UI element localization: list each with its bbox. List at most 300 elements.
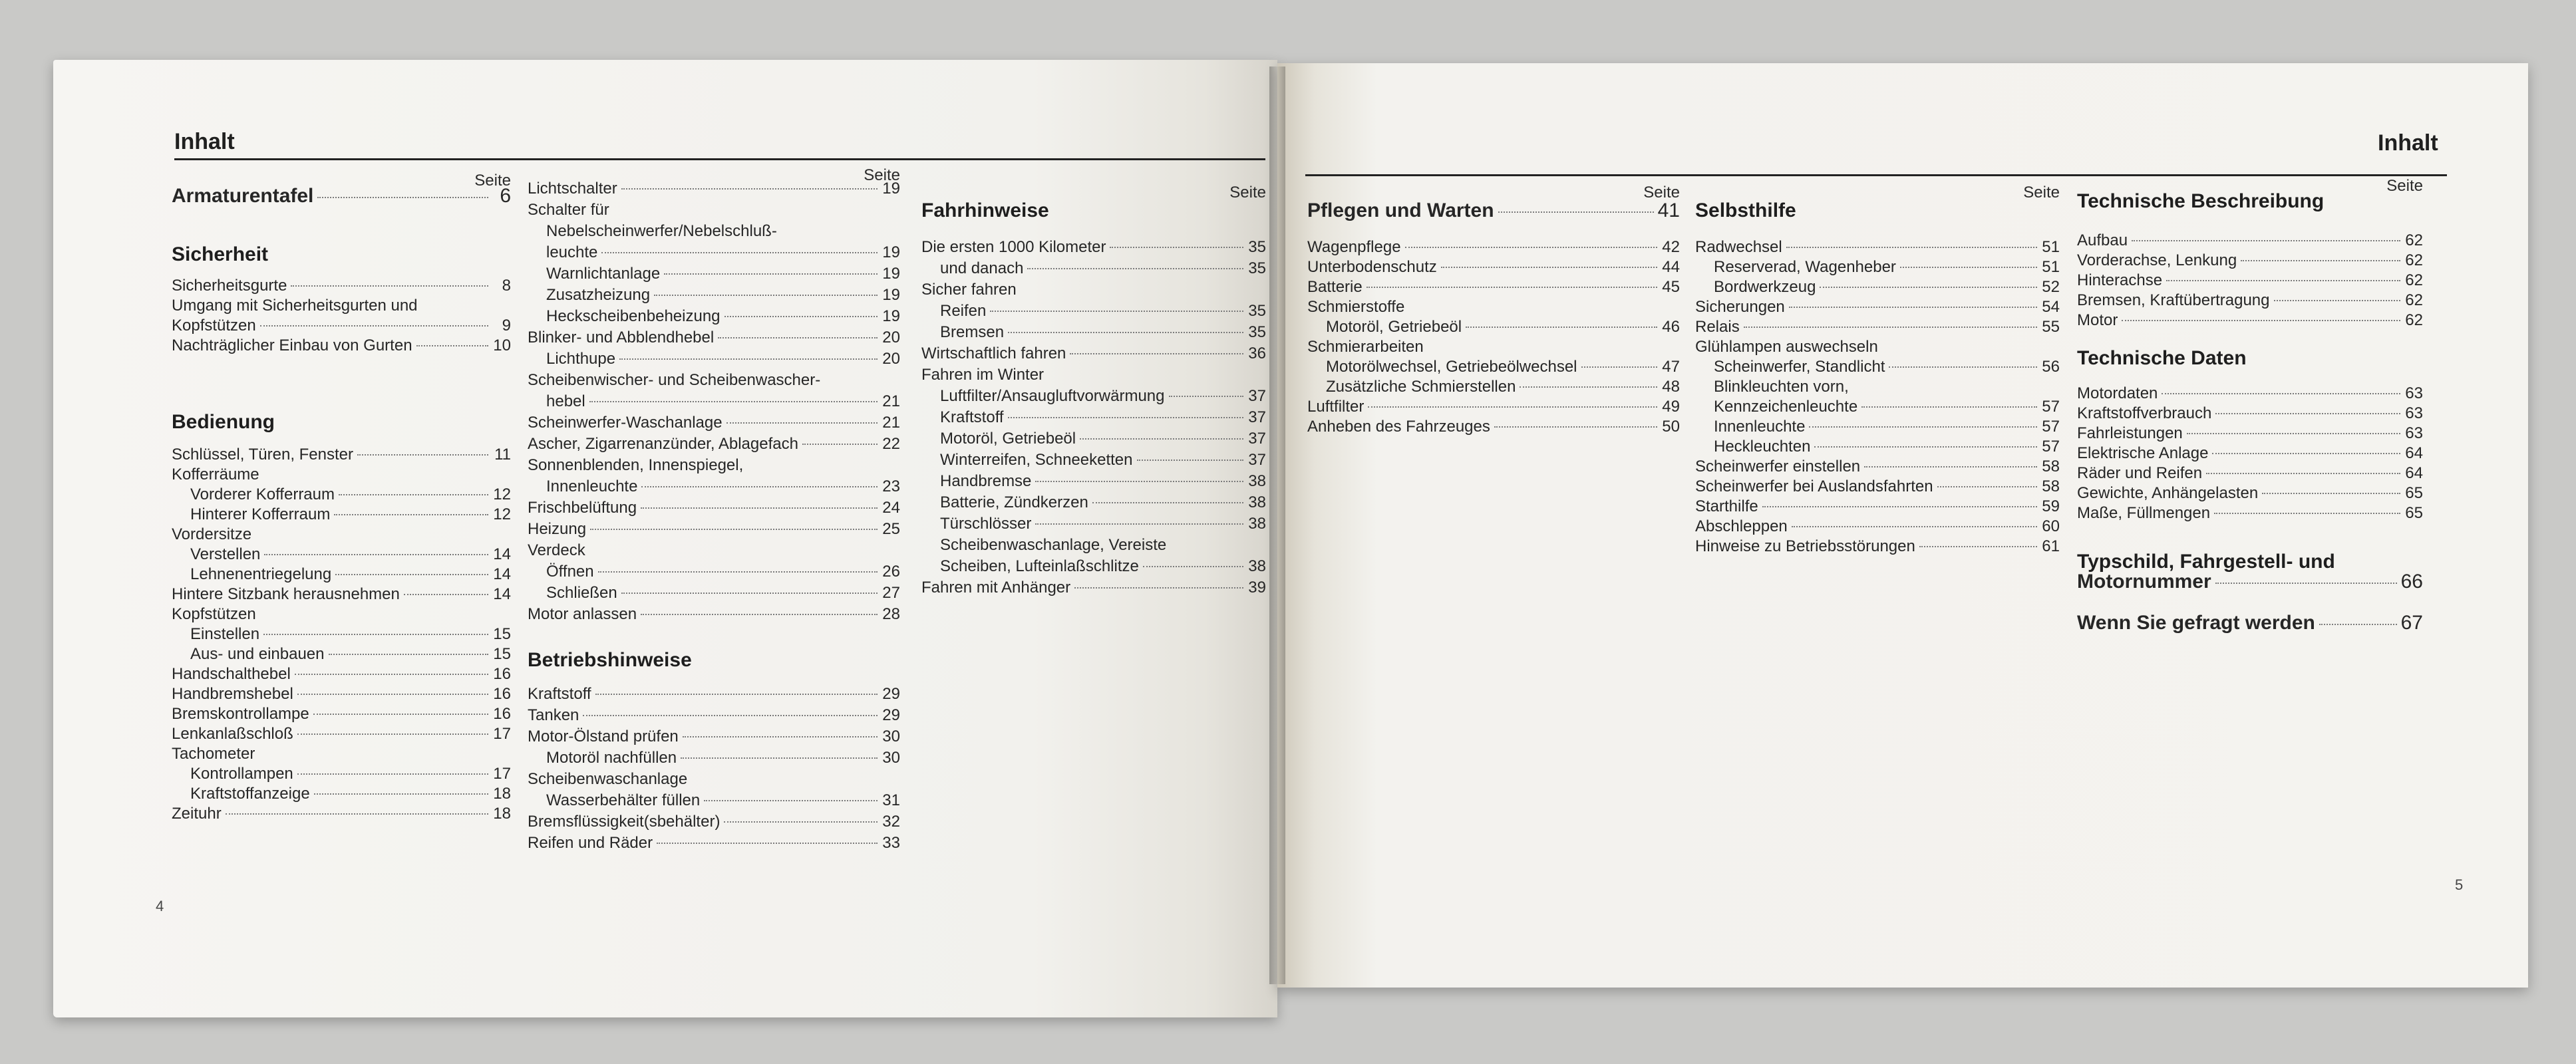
toc-entry bbox=[528, 243, 900, 262]
toc-page-number: 35 bbox=[1248, 259, 1266, 277]
toc-entry bbox=[1307, 418, 1680, 436]
right-page-number: 5 bbox=[2455, 876, 2464, 893]
toc-entry bbox=[1307, 258, 1680, 277]
dot-leader bbox=[2262, 493, 2400, 494]
toc-page-number: 30 bbox=[882, 728, 900, 745]
toc-entry bbox=[172, 485, 511, 504]
toc-page-number: 18 bbox=[493, 805, 511, 823]
toc-entry-title: Unterbodenschutz bbox=[1307, 258, 1437, 276]
toc-page-number: 19 bbox=[882, 243, 900, 261]
toc-page-number: 52 bbox=[2042, 278, 2060, 296]
toc-page-number: 51 bbox=[2042, 258, 2060, 276]
left-toc-column-2 bbox=[528, 166, 900, 898]
toc-entry-title: Zusatzheizung bbox=[546, 286, 651, 304]
toc-entry bbox=[528, 456, 900, 475]
toc-entry bbox=[2077, 424, 2423, 443]
toc-entry bbox=[528, 222, 900, 241]
toc-page-number: 11 bbox=[494, 446, 511, 464]
dot-leader bbox=[297, 733, 488, 735]
toc-entry bbox=[172, 525, 511, 544]
toc-page-number: 35 bbox=[1248, 323, 1266, 341]
toc-entry-title: Fahren im Winter bbox=[921, 366, 1045, 384]
toc-entry bbox=[172, 565, 511, 584]
toc-entry-title: Handschalthebel bbox=[172, 665, 291, 683]
toc-page-number: 14 bbox=[493, 565, 511, 583]
toc-entry-title: Die ersten 1000 Kilometer bbox=[921, 238, 1106, 256]
dot-leader bbox=[1008, 332, 1243, 333]
toc-page-number: 18 bbox=[493, 785, 511, 803]
toc-entry bbox=[1695, 458, 2060, 476]
toc-page-number: 63 bbox=[2405, 404, 2423, 422]
toc-entry-title: Handbremshebel bbox=[172, 685, 293, 703]
toc-entry bbox=[921, 430, 1266, 448]
toc-entry-title: Warnlichtanlage bbox=[546, 265, 661, 283]
toc-page-number: 37 bbox=[1248, 451, 1266, 469]
dot-leader bbox=[2206, 473, 2400, 474]
toc-entry bbox=[528, 770, 900, 789]
toc-page-number: 54 bbox=[2042, 298, 2060, 316]
toc-page-number: 51 bbox=[2042, 238, 2060, 256]
toc-page-number: 12 bbox=[493, 485, 511, 503]
dot-leader bbox=[1814, 446, 2037, 448]
toc-page-number: 58 bbox=[2042, 477, 2060, 495]
toc-entry-title: Hinterachse bbox=[2077, 271, 2163, 289]
toc-entry-title: Fahrleistungen bbox=[2077, 424, 2183, 442]
toc-entry bbox=[2077, 311, 2423, 330]
toc-page-number: 38 bbox=[1248, 515, 1266, 533]
dot-leader bbox=[2122, 320, 2400, 321]
toc-entry bbox=[172, 665, 511, 684]
toc-section-heading: Selbsthilfe bbox=[1695, 200, 1796, 221]
toc-entry-title: Schalter für bbox=[528, 201, 609, 219]
dot-leader bbox=[654, 295, 878, 296]
toc-entry bbox=[172, 605, 511, 624]
toc-page-number: 20 bbox=[882, 329, 900, 346]
toc-entry-title: Scheinwerfer einstellen bbox=[1695, 458, 1861, 475]
dot-leader bbox=[1035, 523, 1243, 525]
toc-page-number: 29 bbox=[882, 685, 900, 703]
dot-leader bbox=[1035, 481, 1243, 482]
toc-entry-title: Verstellen bbox=[190, 545, 261, 563]
dot-leader bbox=[295, 674, 488, 675]
toc-page-number: 57 bbox=[2042, 438, 2060, 456]
toc-entry-title: Kontrollampen bbox=[190, 765, 293, 783]
toc-entry bbox=[921, 344, 1266, 363]
toc-entry-title: Sicherheitsgurte bbox=[172, 277, 287, 295]
toc-entry-title: Reifen und Räder bbox=[528, 834, 653, 852]
toc-page-number: 37 bbox=[1248, 430, 1266, 448]
toc-entry bbox=[1307, 238, 1680, 257]
toc-section-heading: Fahrhinweise bbox=[921, 200, 1049, 221]
toc-entry bbox=[921, 387, 1266, 406]
dot-leader bbox=[657, 843, 878, 844]
dot-leader bbox=[226, 813, 488, 815]
dot-leader bbox=[1080, 438, 1243, 440]
toc-entry bbox=[1695, 497, 2060, 516]
toc-entry bbox=[528, 286, 900, 305]
dot-leader bbox=[2132, 240, 2400, 241]
dot-leader bbox=[1809, 426, 2037, 428]
toc-entry bbox=[2077, 231, 2423, 250]
toc-entry-title: Handbremse bbox=[940, 472, 1032, 490]
toc-page-number: 63 bbox=[2405, 424, 2423, 442]
toc-entry-title: Sonnenblenden, Innenspiegel, bbox=[528, 456, 744, 474]
dot-leader bbox=[724, 821, 878, 823]
dot-leader bbox=[297, 694, 488, 695]
left-toc-column-3 bbox=[921, 184, 1266, 915]
toc-entry-title: Lehnenentriegelung bbox=[190, 565, 332, 583]
toc-entry-title: Elektrische Anlage bbox=[2077, 444, 2209, 462]
toc-entry-title: Tachometer bbox=[172, 745, 255, 763]
dot-leader bbox=[2274, 300, 2401, 301]
toc-entry-title: Lichtschalter bbox=[528, 180, 617, 198]
toc-entry-title: Bremsflüssigkeit(sbehälter) bbox=[528, 813, 721, 831]
toc-entry-title: Innenleuchte bbox=[1714, 418, 1806, 436]
toc-entry bbox=[1307, 318, 1680, 336]
toc-entry-title: hebel bbox=[546, 392, 585, 410]
toc-page-number: 39 bbox=[1248, 579, 1266, 597]
dot-leader bbox=[621, 593, 878, 594]
toc-page-number: 55 bbox=[2042, 318, 2060, 336]
dot-leader bbox=[339, 494, 488, 495]
toc-entry-title: Vorderachse, Lenkung bbox=[2077, 251, 2237, 269]
toc-entry-title: Kofferräume bbox=[172, 466, 259, 483]
toc-entry-title: Bordwerkzeug bbox=[1714, 278, 1816, 296]
toc-entry-title: Schlüssel, Türen, Fenster bbox=[172, 446, 354, 464]
toc-page-number: 62 bbox=[2405, 271, 2423, 289]
toc-entry bbox=[528, 350, 900, 368]
seite-label: Seite bbox=[2386, 177, 2423, 195]
toc-page-number: 21 bbox=[882, 392, 900, 410]
toc-page-number: 66 bbox=[2400, 571, 2423, 593]
toc-entry bbox=[172, 446, 511, 464]
toc-entry-title: Scheinwerfer-Waschanlage bbox=[528, 414, 723, 432]
dot-leader bbox=[317, 197, 488, 198]
toc-entry-title: Kopfstützen bbox=[172, 605, 256, 623]
toc-entry-title: Vorderer Kofferraum bbox=[190, 485, 335, 503]
toc-section-entry bbox=[2077, 571, 2423, 593]
toc-page-number: 33 bbox=[882, 834, 900, 852]
toc-page-number: 25 bbox=[882, 520, 900, 538]
toc-entry-title: Schmierarbeiten bbox=[1307, 338, 1424, 356]
toc-entry bbox=[528, 414, 900, 432]
toc-entry bbox=[2077, 291, 2423, 310]
toc-entry-title: Nachträglicher Einbau von Gurten bbox=[172, 336, 412, 354]
toc-entry bbox=[528, 265, 900, 283]
toc-page-number: 19 bbox=[882, 307, 900, 325]
dot-leader bbox=[1919, 546, 2037, 547]
toc-entry-title: Tanken bbox=[528, 706, 579, 724]
seite-label: Seite bbox=[1229, 184, 1266, 201]
toc-entry bbox=[528, 329, 900, 347]
toc-entry-title: Kraftstoff bbox=[528, 685, 591, 703]
toc-entry bbox=[921, 536, 1266, 555]
toc-page-number: 49 bbox=[1662, 398, 1680, 416]
toc-entry-title: Reserverad, Wagenheber bbox=[1714, 258, 1896, 276]
toc-entry-title: Motor anlassen bbox=[528, 605, 637, 623]
toc-page-number: 20 bbox=[882, 350, 900, 368]
toc-entry-title: Scheibenwischer- und Scheibenwascher- bbox=[528, 371, 821, 389]
toc-entry-title: und danach bbox=[940, 259, 1024, 277]
toc-entry bbox=[921, 493, 1266, 512]
toc-page-number: 45 bbox=[1662, 278, 1680, 296]
toc-page-number: 28 bbox=[882, 605, 900, 623]
dot-leader bbox=[664, 273, 878, 275]
seite-label: Seite bbox=[864, 166, 900, 184]
toc-entry-title: Motor-Ölstand prüfen bbox=[528, 728, 679, 745]
left-toc-column-1 bbox=[172, 172, 511, 903]
toc-section-entry bbox=[172, 185, 511, 207]
toc-entry bbox=[921, 238, 1266, 257]
toc-page-number: 32 bbox=[882, 813, 900, 831]
dot-leader bbox=[681, 757, 878, 759]
right-toc-column-3 bbox=[2077, 177, 2423, 642]
seite-label: Seite bbox=[2023, 184, 2060, 201]
toc-entry bbox=[2077, 504, 2423, 523]
dot-leader bbox=[314, 793, 488, 795]
toc-entry bbox=[528, 392, 900, 411]
dot-leader bbox=[1789, 307, 2037, 308]
toc-page-number: 61 bbox=[2042, 537, 2060, 555]
toc-entry bbox=[172, 785, 511, 803]
toc-entry bbox=[1695, 418, 2060, 436]
toc-entry-title: Batterie bbox=[1307, 278, 1363, 296]
toc-page-number: 16 bbox=[493, 665, 511, 683]
toc-entry-title: Nebelscheinwerfer/Nebelschluß- bbox=[546, 222, 777, 240]
toc-entry bbox=[172, 705, 511, 724]
dot-leader bbox=[1900, 267, 2037, 268]
dot-leader bbox=[1937, 486, 2037, 487]
toc-entry bbox=[1307, 398, 1680, 416]
toc-entry bbox=[1695, 358, 2060, 376]
toc-section-heading: Sicherheit bbox=[172, 243, 269, 265]
dot-leader bbox=[619, 358, 878, 360]
dot-leader bbox=[2215, 583, 2397, 584]
toc-entry-title: Armaturentafel bbox=[172, 185, 314, 207]
dot-leader bbox=[601, 252, 878, 253]
toc-entry bbox=[2077, 404, 2423, 423]
dot-leader bbox=[1110, 247, 1243, 248]
right-page-title: Inhalt bbox=[2378, 130, 2438, 156]
toc-entry bbox=[921, 281, 1266, 299]
toc-page-number: 37 bbox=[1248, 408, 1266, 426]
toc-entry bbox=[172, 645, 511, 664]
toc-entry bbox=[528, 201, 900, 219]
dot-leader bbox=[590, 529, 878, 530]
toc-entry bbox=[528, 541, 900, 560]
toc-entry-title: Reifen bbox=[940, 302, 987, 320]
toc-page-number: 42 bbox=[1662, 238, 1680, 256]
dot-leader bbox=[416, 345, 488, 346]
toc-entry-title: Maße, Füllmengen bbox=[2077, 504, 2211, 522]
toc-page-number: 59 bbox=[2042, 497, 2060, 515]
toc-entry-title: Hinweise zu Betriebsstörungen bbox=[1695, 537, 1915, 555]
toc-entry bbox=[1307, 338, 1680, 356]
toc-entry bbox=[172, 336, 511, 355]
toc-entry-title: Türschlösser bbox=[940, 515, 1032, 533]
dot-leader bbox=[2166, 280, 2400, 281]
dot-leader bbox=[1441, 267, 1657, 268]
dot-leader bbox=[2162, 393, 2400, 394]
toc-section-heading: Technische Daten bbox=[2077, 347, 2247, 369]
toc-entry-title: Motoröl, Getriebeöl bbox=[940, 430, 1076, 448]
toc-entry-title: Blinkleuchten vorn, bbox=[1714, 378, 1849, 396]
toc-section-heading: Technische Beschreibung bbox=[2077, 190, 2325, 212]
toc-entry-title: Lichthupe bbox=[546, 350, 616, 368]
toc-page-number: 62 bbox=[2405, 311, 2423, 329]
toc-page-number: 24 bbox=[882, 499, 900, 517]
dot-leader bbox=[1169, 396, 1244, 397]
toc-page-number: 14 bbox=[493, 585, 511, 603]
dot-leader bbox=[595, 694, 878, 695]
toc-page-number: 62 bbox=[2405, 251, 2423, 269]
dot-leader bbox=[404, 594, 488, 595]
toc-entry bbox=[528, 435, 900, 454]
dot-leader bbox=[2241, 260, 2400, 261]
toc-page-number: 48 bbox=[1662, 378, 1680, 396]
toc-page-number: 17 bbox=[493, 725, 511, 743]
toc-page-number: 58 bbox=[2042, 458, 2060, 475]
toc-entry bbox=[1695, 258, 2060, 277]
seite-label: Seite bbox=[1643, 184, 1680, 201]
toc-page-number: 44 bbox=[1662, 258, 1680, 276]
toc-entry-title: Lenkanlaßschloß bbox=[172, 725, 293, 743]
toc-section-heading: Bedienung bbox=[172, 411, 275, 433]
toc-entry bbox=[1695, 537, 2060, 556]
toc-entry bbox=[921, 579, 1266, 597]
dot-leader bbox=[726, 422, 878, 424]
dot-leader bbox=[2214, 513, 2400, 514]
dot-leader bbox=[1466, 327, 1657, 328]
toc-entry bbox=[528, 477, 900, 496]
toc-entry bbox=[528, 584, 900, 602]
toc-entry-title: Motorölwechsel, Getriebeölwechsel bbox=[1326, 358, 1577, 376]
toc-entry-title: Kraftstoffanzeige bbox=[190, 785, 310, 803]
dot-leader bbox=[1786, 247, 2037, 248]
toc-entry-title: Abschleppen bbox=[1695, 517, 1788, 535]
toc-page-number: 31 bbox=[882, 791, 900, 809]
toc-entry bbox=[921, 259, 1266, 278]
toc-page-number: 38 bbox=[1248, 493, 1266, 511]
toc-entry-title: Bremsen bbox=[940, 323, 1005, 341]
toc-entry-title: Starthilfe bbox=[1695, 497, 1758, 515]
toc-entry bbox=[172, 625, 511, 644]
toc-entry bbox=[528, 728, 900, 746]
toc-entry-title: Verdeck bbox=[528, 541, 585, 559]
toc-page-number: 6 bbox=[500, 185, 511, 207]
toc-entry-title: Scheibenwaschanlage, Vereiste bbox=[940, 536, 1167, 554]
left-page-title: Inhalt bbox=[174, 129, 235, 154]
toc-page-number: 15 bbox=[493, 625, 511, 643]
toc-entry-title: Motoröl nachfüllen bbox=[546, 749, 677, 767]
toc-page-number: 38 bbox=[1248, 557, 1266, 575]
toc-entry-title: Radwechsel bbox=[1695, 238, 1782, 256]
toc-page-number: 38 bbox=[1248, 472, 1266, 490]
toc-entry bbox=[528, 371, 900, 390]
dot-leader bbox=[2187, 433, 2400, 434]
toc-entry bbox=[921, 323, 1266, 342]
toc-page-number: 56 bbox=[2042, 358, 2060, 376]
toc-entry-title: Sicherungen bbox=[1695, 298, 1785, 316]
toc-entry-title: Motornummer bbox=[2077, 571, 2211, 593]
toc-section-heading: Betriebshinweise bbox=[528, 649, 692, 671]
toc-entry bbox=[528, 685, 900, 704]
toc-entry-title: Wirtschaftlich fahren bbox=[921, 344, 1066, 362]
toc-entry-title: Vordersitze bbox=[172, 525, 252, 543]
dot-leader bbox=[621, 188, 878, 190]
toc-entry bbox=[921, 302, 1266, 321]
toc-entry-title: Kopfstützen bbox=[172, 317, 256, 334]
toc-entry bbox=[172, 745, 511, 763]
toc-entry-title: Motor bbox=[2077, 311, 2118, 329]
toc-entry-title: Kraftstoffverbrauch bbox=[2077, 404, 2212, 422]
seite-label: Seite bbox=[474, 172, 511, 190]
toc-page-number: 19 bbox=[882, 180, 900, 198]
toc-entry bbox=[528, 520, 900, 539]
toc-page-number: 62 bbox=[2405, 291, 2423, 309]
toc-entry-title: Aus- und einbauen bbox=[190, 645, 325, 663]
toc-entry bbox=[921, 515, 1266, 533]
toc-page-number: 35 bbox=[1248, 238, 1266, 256]
toc-entry-title: Bremsen, Kraftübertragung bbox=[2077, 291, 2270, 309]
toc-section-heading: Typschild, Fahrgestell- und bbox=[2077, 551, 2335, 573]
toc-page-number: 57 bbox=[2042, 398, 2060, 416]
left-page-number: 4 bbox=[156, 898, 164, 914]
toc-entry-title: leuchte bbox=[546, 243, 598, 261]
dot-leader bbox=[260, 325, 488, 327]
toc-page-number: 30 bbox=[882, 749, 900, 767]
toc-entry bbox=[2077, 271, 2423, 290]
dot-leader bbox=[1744, 327, 2037, 328]
toc-entry-title: Scheinwerfer, Standlicht bbox=[1714, 358, 1885, 376]
dot-leader bbox=[335, 574, 488, 575]
toc-entry bbox=[528, 499, 900, 517]
toc-page-number: 64 bbox=[2405, 464, 2423, 482]
toc-entry-title: Relais bbox=[1695, 318, 1740, 336]
toc-section-entry bbox=[2077, 612, 2423, 634]
toc-page-number: 8 bbox=[502, 277, 511, 295]
toc-entry bbox=[172, 466, 511, 484]
toc-entry bbox=[172, 505, 511, 524]
toc-entry bbox=[528, 813, 900, 831]
toc-entry-title: Zusätzliche Schmierstellen bbox=[1326, 378, 1516, 396]
toc-page-number: 16 bbox=[493, 685, 511, 703]
dot-leader bbox=[598, 571, 878, 573]
toc-page-number: 46 bbox=[1662, 318, 1680, 336]
toc-entry-title: Batterie, Zündkerzen bbox=[940, 493, 1088, 511]
toc-entry-title: Kennzeichenleuchte bbox=[1714, 398, 1858, 416]
toc-page-number: 47 bbox=[1662, 358, 1680, 376]
toc-entry-title: Einstellen bbox=[190, 625, 260, 643]
toc-page-number: 19 bbox=[882, 265, 900, 283]
toc-entry bbox=[1307, 278, 1680, 297]
toc-entry bbox=[528, 834, 900, 853]
toc-entry bbox=[1695, 338, 2060, 356]
toc-entry bbox=[528, 706, 900, 725]
toc-entry-title: Motordaten bbox=[2077, 384, 2158, 402]
dot-leader bbox=[2215, 413, 2400, 414]
toc-entry bbox=[2077, 384, 2423, 403]
dot-leader bbox=[1520, 386, 1657, 388]
toc-page-number: 26 bbox=[882, 563, 900, 581]
toc-page-number: 60 bbox=[2042, 517, 2060, 535]
toc-page-number: 12 bbox=[493, 505, 511, 523]
toc-entry-title: Winterreifen, Schneeketten bbox=[940, 451, 1133, 469]
toc-entry-title: Frischbelüftung bbox=[528, 499, 637, 517]
dot-leader bbox=[589, 401, 878, 402]
toc-page-number: 63 bbox=[2405, 384, 2423, 402]
toc-entry bbox=[1695, 378, 2060, 396]
